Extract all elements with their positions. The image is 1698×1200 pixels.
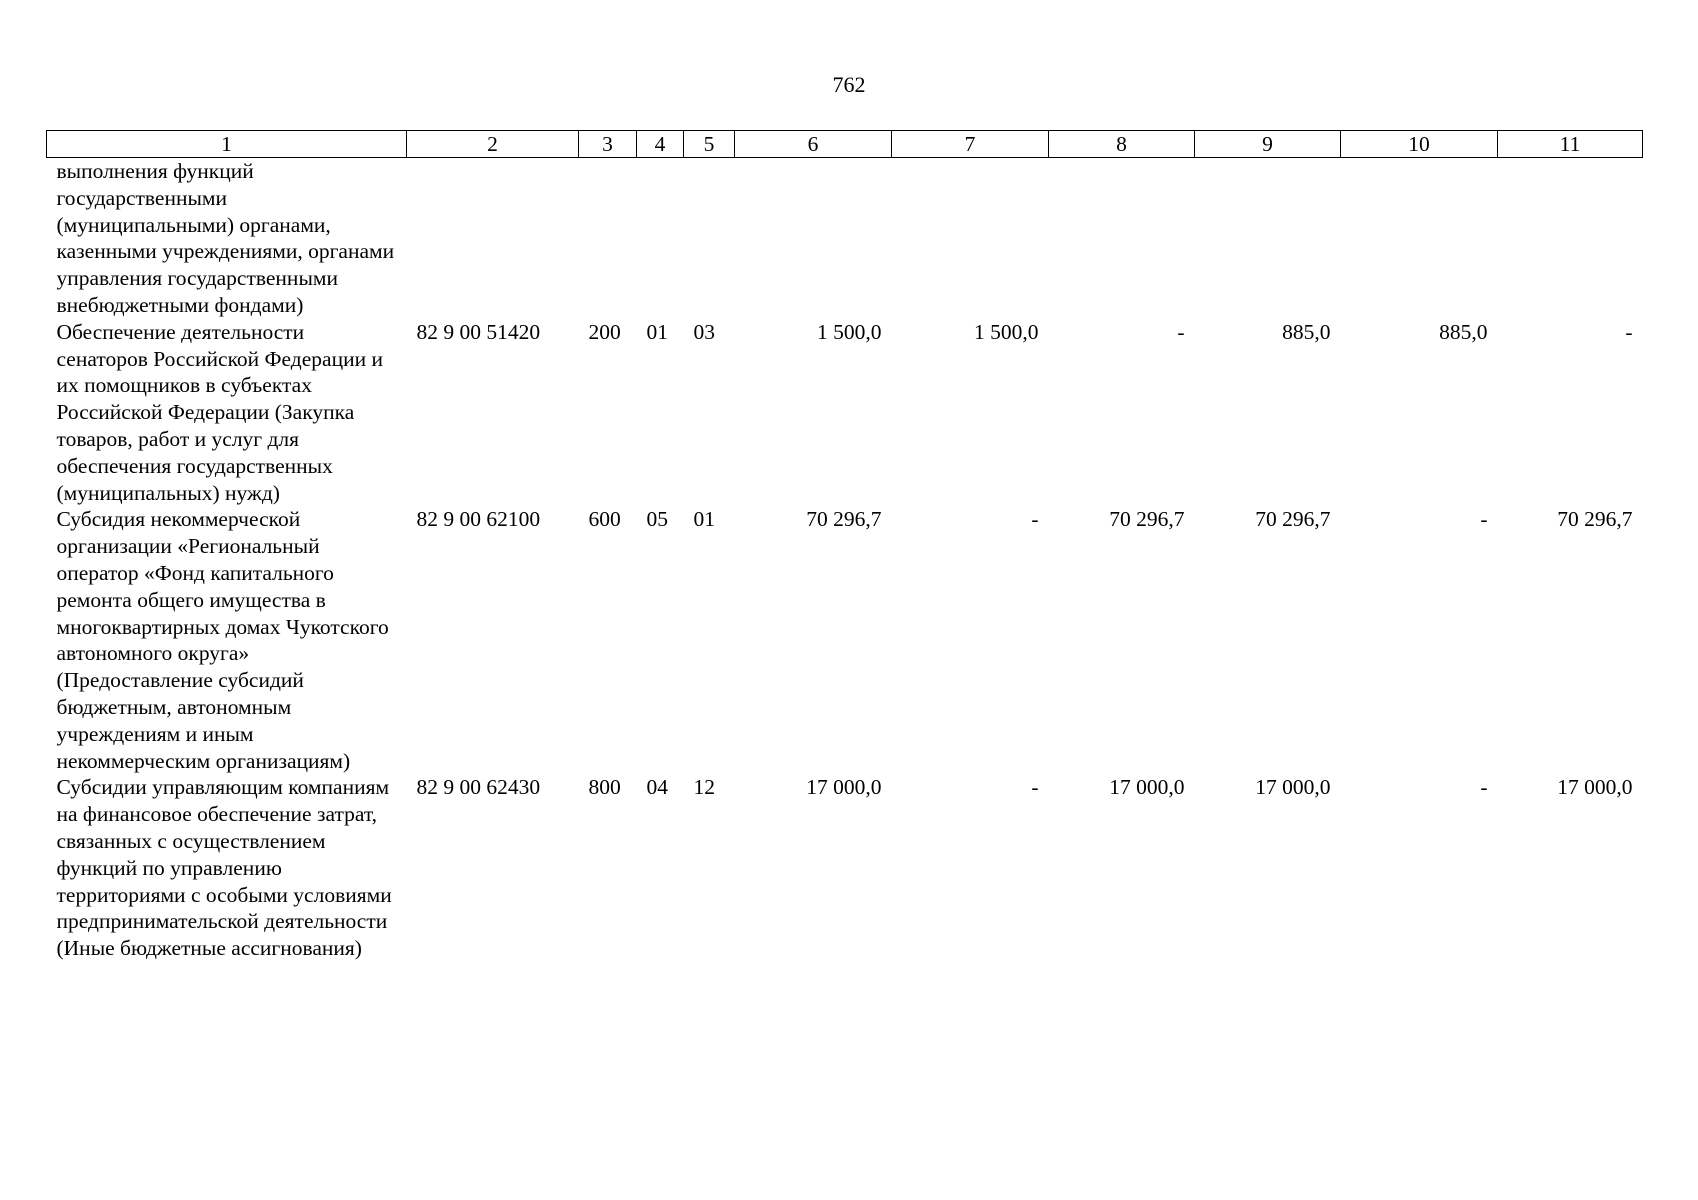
header-col-6: 6: [735, 131, 892, 158]
page-number: 762: [832, 72, 866, 97]
row-expense-type: 800: [588, 775, 621, 800]
row-value-11: -: [1625, 319, 1633, 344]
row-name: Субсидия некоммерческой организации «Региональный оператор «Фонд капитального ремонта общего имущества в многоквартирных домах Чукотского автономного округа» (Предоставление субсидий бюджетным, автономным учреждениям и иным некоммерческим организациям): [56, 507, 389, 773]
row-value-7: [892, 158, 1049, 319]
row-subsection: 12: [693, 775, 715, 800]
table-row: [47, 158, 1643, 319]
row-target-code: 82 9 00 51420: [416, 319, 541, 344]
header-col-5: 5: [684, 131, 735, 158]
row-value-9: [1195, 158, 1341, 319]
table-row: [47, 319, 1643, 507]
header-col-1: 1: [47, 131, 407, 158]
row-value-10: 885,0: [1439, 319, 1488, 344]
budget-table: [46, 130, 1643, 962]
row-value-10: -: [1480, 775, 1488, 800]
column-number-header: [47, 131, 1643, 158]
table-row: [47, 774, 1643, 962]
row-value-7: -: [1031, 775, 1039, 800]
row-value-9: 70 296,7: [1255, 507, 1331, 532]
header-col-10: 10: [1341, 131, 1498, 158]
header-col-9: 9: [1195, 131, 1341, 158]
row-value-9: 885,0: [1282, 319, 1331, 344]
header-col-8: 8: [1049, 131, 1195, 158]
row-expense-type: 600: [588, 507, 621, 532]
row-target-code: 82 9 00 62100: [416, 507, 541, 532]
row-target-code: 82 9 00 62430: [416, 775, 541, 800]
header-col-3: 3: [579, 131, 637, 158]
header-col-2: 2: [407, 131, 579, 158]
row-value-6: 1 500,0: [817, 319, 882, 344]
row-value-6: [735, 158, 892, 319]
row-value-11: [1498, 158, 1643, 319]
table-row: [47, 506, 1643, 774]
row-value-8: [1049, 158, 1195, 319]
header-col-4: 4: [637, 131, 684, 158]
row-value-10: [1341, 158, 1498, 319]
row-value-8: 70 296,7: [1109, 507, 1185, 532]
row-target-code: [407, 158, 579, 319]
row-expense-type: [579, 158, 637, 319]
row-subsection: 01: [693, 507, 715, 532]
row-section: 04: [646, 775, 668, 800]
row-value-7: 1 500,0: [974, 319, 1039, 344]
row-section: 05: [646, 507, 668, 532]
header-col-11: 11: [1498, 131, 1643, 158]
row-section: [637, 158, 684, 319]
row-value-7: -: [1031, 507, 1039, 532]
row-value-9: 17 000,0: [1255, 775, 1331, 800]
row-value-8: -: [1177, 319, 1185, 344]
row-value-10: -: [1480, 507, 1488, 532]
row-value-11: 70 296,7: [1557, 507, 1633, 532]
row-value-8: 17 000,0: [1109, 775, 1185, 800]
row-value-11: 17 000,0: [1557, 775, 1633, 800]
row-subsection: [684, 158, 735, 319]
row-value-6: 17 000,0: [806, 775, 882, 800]
header-col-7: 7: [892, 131, 1049, 158]
row-name: Субсидии управляющим компаниям на финансовое обеспечение затрат, связанных с осуществлением функций по управлению территориями с особыми условиями предпринимательской деятельности (Иные бюджетные ассигнования): [56, 775, 392, 961]
row-subsection: 03: [693, 319, 715, 344]
row-value-6: 70 296,7: [806, 507, 882, 532]
row-section: 01: [646, 319, 668, 344]
header-row: [47, 131, 1643, 158]
row-name: Обеспечение деятельности сенаторов Российской Федерации и их помощников в субъектах Российской Федерации (Закупка товаров, работ и услуг для обеспечения государственных (муниципальных) нужд): [56, 319, 383, 505]
row-name: выполнения функций государственными (муниципальными) органами, казенными учреждениями, органами управления государственными внебюджетными фондами): [56, 159, 395, 317]
row-expense-type: 200: [588, 319, 621, 344]
